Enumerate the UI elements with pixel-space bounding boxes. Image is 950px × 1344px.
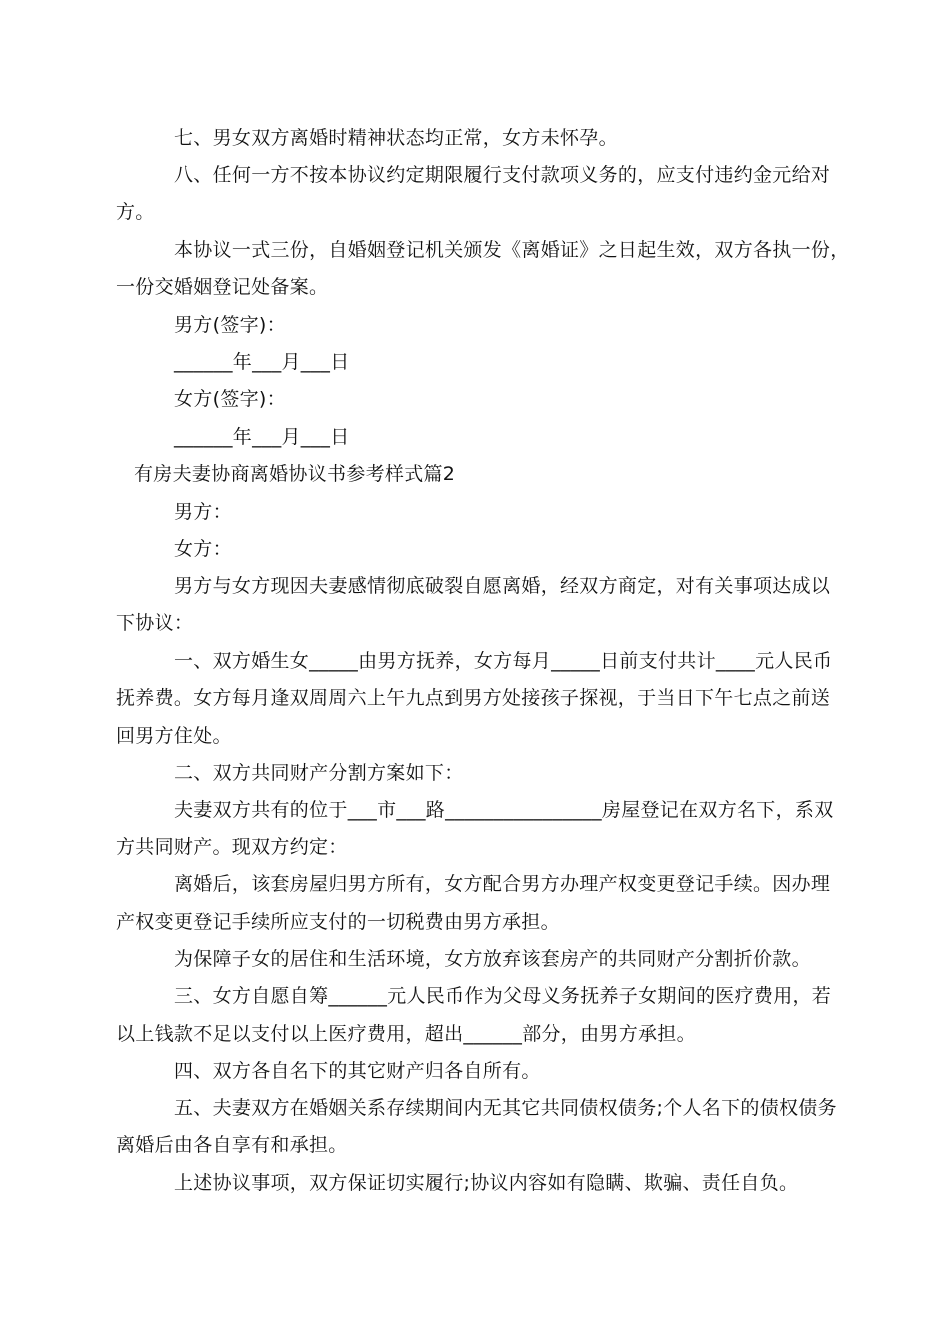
paragraph-line: 八、任何一方不按本协议约定期限履行支付款项义务的，应支付违约金元给对 [174, 164, 831, 186]
paragraph-line: 抚养费。女方每月逢双周周六上午九点到男方处接孩子探视，于当日下午七点之前送 [116, 687, 831, 709]
paragraph-line: 七、男女双方离婚时精神状态均正常，女方未怀孕。 [174, 127, 618, 149]
date-line: ______年___月___日 [174, 351, 350, 373]
party-female-label: 女方： [174, 538, 232, 560]
paragraph-line: 产权变更登记手续所应支付的一切税费由男方承担。 [116, 911, 560, 933]
paragraph-line: 离婚后，该套房屋归男方所有，女方配合男方办理产权变更登记手续。因办理 [174, 873, 831, 895]
paragraph-line: 四、双方各自名下的其它财产归各自所有。 [174, 1060, 541, 1082]
paragraph-line: 一份交婚姻登记处备案。 [116, 276, 329, 298]
paragraph-line: 三、女方自愿自筹______元人民币作为父母义务抚养子女期间的医疗费用，若 [174, 985, 832, 1007]
paragraph-line: 以上钱款不足以支付以上医疗费用，超出______部分，由男方承担。 [116, 1023, 696, 1045]
paragraph-line: 方共同财产。现双方约定： [116, 836, 348, 858]
paragraph-line: 夫妻双方共有的位于___市___路________________房屋登记在双方名下，系双 [174, 799, 834, 821]
date-line: ______年___月___日 [174, 426, 350, 448]
paragraph-line: 一、双方婚生女_____由男方抚养，女方每月_____日前支付共计____元人民币 [174, 650, 833, 672]
paragraph-line: 为保障子女的居住和生活环境，女方放弃该套房产的共同财产分割折价款。 [174, 948, 811, 970]
paragraph-line: 下协议： [116, 612, 194, 634]
paragraph-line: 离婚后由各自享有和承担。 [116, 1134, 348, 1156]
paragraph-line: 二、双方共同财产分割方案如下： [174, 762, 464, 784]
paragraph-line: 男方与女方现因夫妻感情彻底破裂自愿离婚，经双方商定，对有关事项达成以 [174, 575, 831, 597]
paragraph-line: 五、夫妻双方在婚姻关系存续期间内无其它共同债权债务;个人名下的债权债务 [174, 1097, 837, 1119]
paragraph-line: 回男方住处。 [116, 725, 232, 747]
section-heading: 有房夫妻协商离婚协议书参考样式篇2 [134, 463, 456, 485]
paragraph-line: 上述协议事项，双方保证切实履行;协议内容如有隐瞒、欺骗、责任自负。 [174, 1172, 799, 1194]
signature-label-male: 男方(签字)： [174, 314, 286, 336]
paragraph-line: 方。 [116, 201, 155, 223]
party-male-label: 男方： [174, 501, 232, 523]
paragraph-line: 本协议一式三份，自婚姻登记机关颁发《离婚证》之日起生效，双方各执一份， [174, 239, 850, 261]
signature-label-female: 女方(签字)： [174, 388, 286, 410]
